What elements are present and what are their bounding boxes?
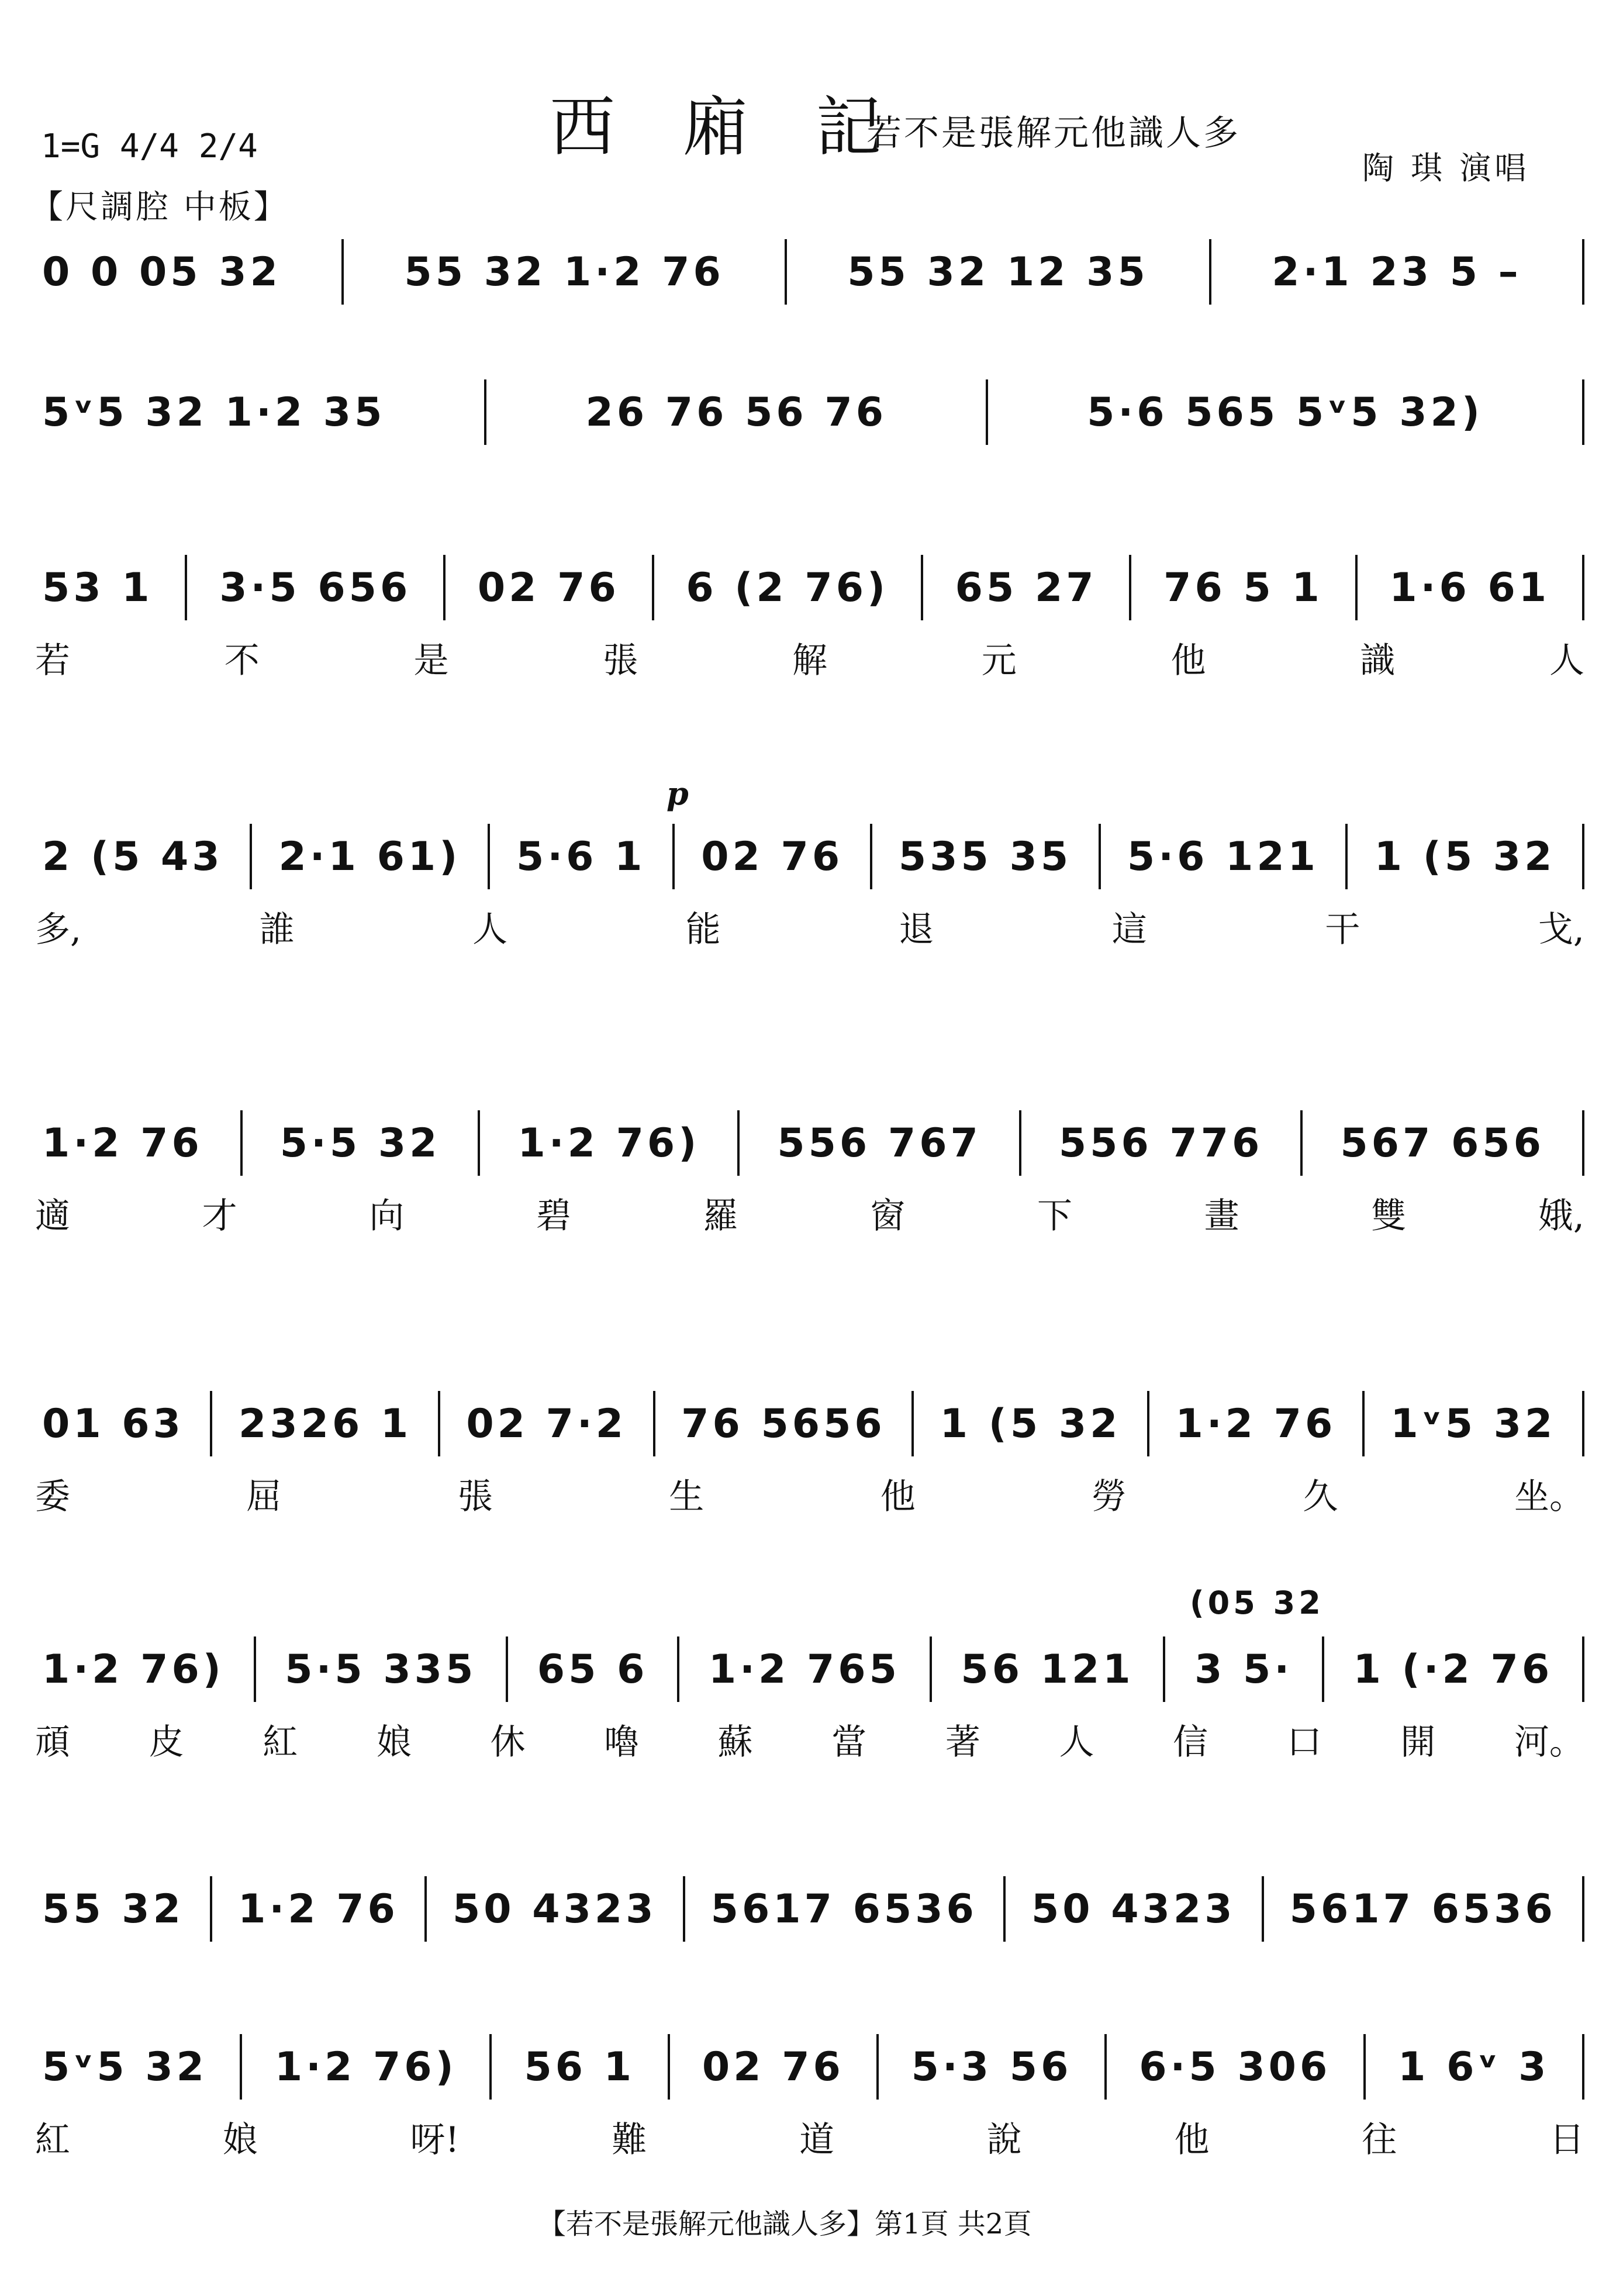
- lyric-syllable: 適: [35, 1196, 70, 1237]
- stave-3: [0, 550, 1623, 725]
- lyric-syllable: 他: [1170, 640, 1206, 681]
- measure: 6 (2 76): [686, 564, 889, 611]
- measure: 56 1: [524, 2043, 636, 2090]
- lyric-syllable: 這: [1111, 909, 1147, 950]
- measure: 1·2 76): [274, 2043, 457, 2090]
- measure: 2326 1: [239, 1400, 412, 1447]
- stave-8: [0, 1871, 1623, 2046]
- measure: 5617 6536: [1289, 1886, 1556, 1932]
- barline: [1262, 1876, 1264, 1942]
- lyrics-row: [35, 2111, 1584, 2163]
- lyric-syllable: 口: [1286, 1722, 1322, 1763]
- barline: [424, 1876, 427, 1942]
- barline: [1355, 555, 1358, 620]
- stave-9: [0, 2029, 1623, 2204]
- measure: 1·2 76): [517, 1120, 700, 1166]
- notation-row: [35, 374, 1584, 450]
- lyric-syllable: 人: [472, 909, 508, 950]
- lyric-syllable: 委: [35, 1476, 70, 1517]
- song-title: 西 廂 記: [550, 89, 905, 165]
- barline: [240, 2034, 242, 2100]
- measure: 1·2 76: [238, 1886, 399, 1932]
- barline: [1099, 824, 1101, 889]
- lyric-syllable: 能: [685, 909, 721, 950]
- barline: [1147, 1391, 1149, 1456]
- measure: 5·6 1: [516, 833, 646, 880]
- lyric-syllable: 誰: [259, 909, 295, 950]
- lyric-syllable: 窗: [870, 1196, 906, 1237]
- lyric-syllable: 戈,: [1538, 909, 1584, 950]
- measure: 1 (5 32: [1374, 833, 1556, 880]
- dynamic-marking: p: [667, 775, 689, 812]
- barline: [210, 1876, 212, 1942]
- lyric-syllable: 識: [1360, 640, 1396, 681]
- measure: 5ᵛ5 32: [42, 2043, 208, 2090]
- barline: [930, 1636, 932, 1702]
- performer-credit: 陶 琪 演唱: [1362, 150, 1530, 187]
- barline: [250, 824, 252, 889]
- lyric-syllable: 才: [202, 1196, 237, 1237]
- barline: [1582, 2034, 1584, 2100]
- measure: 26 76 56 76: [585, 389, 888, 436]
- measure: 65 27: [955, 564, 1097, 611]
- lyric-syllable: 頑: [35, 1722, 70, 1763]
- lyric-syllable: 解: [792, 640, 827, 681]
- barline: [478, 1110, 480, 1176]
- lyric-syllable: 他: [1174, 2119, 1210, 2160]
- ossia-notation: (05 32: [1190, 1584, 1324, 1621]
- lyric-syllable: 人: [1549, 640, 1584, 681]
- measure: 50 4323: [1031, 1886, 1236, 1932]
- lyric-syllable: 紅: [35, 2119, 70, 2160]
- lyric-syllable: 向: [369, 1196, 405, 1237]
- tempo-mark: 【尺調腔 中板】: [30, 188, 289, 226]
- lyric-syllable: 當: [831, 1722, 867, 1763]
- measure: 5·5 32: [279, 1120, 441, 1166]
- barline: [677, 1636, 679, 1702]
- measure: 02 76: [702, 2043, 844, 2090]
- barline: [1582, 555, 1584, 620]
- lyrics-row: [35, 1187, 1584, 1240]
- measure: 1·2 765: [708, 1646, 900, 1693]
- lyric-syllable: 人: [1059, 1722, 1094, 1763]
- lyric-syllable: 娘: [376, 1722, 412, 1763]
- lyric-syllable: 難: [612, 2119, 647, 2160]
- lyric-syllable: 張: [457, 1476, 493, 1517]
- barline: [1582, 824, 1584, 889]
- barline: [185, 555, 187, 620]
- measure: 556 767: [777, 1120, 982, 1166]
- lyric-syllable: 信: [1173, 1722, 1208, 1763]
- lyrics-row: [35, 1468, 1584, 1520]
- lyric-syllable: 娘: [222, 2119, 258, 2160]
- measure: 55 32 1·2 76: [404, 248, 724, 295]
- lyrics-row: [35, 631, 1584, 684]
- lyric-syllable: 羅: [703, 1196, 738, 1237]
- barline: [1345, 824, 1348, 889]
- measure: 1ᵛ5 32: [1390, 1400, 1556, 1447]
- stave-5: [0, 1105, 1623, 1280]
- notation-row: [35, 819, 1584, 895]
- lyric-syllable: 著: [945, 1722, 980, 1763]
- measure: 535 35: [898, 833, 1072, 880]
- measure: 02 76: [477, 564, 620, 611]
- notation-row: [35, 1386, 1584, 1462]
- barline: [1582, 1391, 1584, 1456]
- notation-row: [35, 234, 1584, 310]
- barline: [484, 379, 486, 445]
- barline: [1322, 1636, 1324, 1702]
- barline: [683, 1876, 685, 1942]
- barline: [1104, 2034, 1107, 2100]
- lyric-syllable: 開: [1400, 1722, 1436, 1763]
- measure: 2·1 61): [278, 833, 461, 880]
- barline: [672, 824, 675, 889]
- lyric-syllable: 雙: [1371, 1196, 1407, 1237]
- measure: 0 0 05 32: [42, 248, 281, 295]
- notation-row: [35, 550, 1584, 626]
- notation-row: [35, 2029, 1584, 2105]
- lyrics-row: [35, 1713, 1584, 1766]
- measure: 50 4323: [452, 1886, 657, 1932]
- measure: 6·5 306: [1139, 2043, 1331, 2090]
- lyric-syllable: 屈: [246, 1476, 282, 1517]
- barline: [1582, 1876, 1584, 1942]
- barline: [1582, 239, 1584, 305]
- barline: [341, 239, 344, 305]
- measure: 76 5 1: [1163, 564, 1323, 611]
- barline: [921, 555, 923, 620]
- measure: 1·2 76: [42, 1120, 203, 1166]
- measure: 1 6ᵛ 3: [1398, 2043, 1550, 2090]
- lyric-syllable: 生: [669, 1476, 705, 1517]
- measure: 02 7·2: [466, 1400, 627, 1447]
- lyric-syllable: 若: [35, 640, 70, 681]
- notation-row: [35, 1871, 1584, 1947]
- lyric-syllable: 坐。: [1514, 1476, 1584, 1517]
- lyric-syllable: 嚕: [604, 1722, 640, 1763]
- lyric-syllable: 娥,: [1538, 1196, 1584, 1237]
- barline: [488, 824, 490, 889]
- measure: 5·5 335: [285, 1646, 477, 1693]
- barline: [785, 239, 787, 305]
- song-subtitle: 若不是張解元他識人多: [866, 113, 1241, 154]
- lyric-syllable: 下: [1037, 1196, 1072, 1237]
- measure: 2·1 23 5 –: [1272, 248, 1522, 295]
- lyric-syllable: 多,: [35, 909, 82, 950]
- stave-4: [0, 775, 1623, 994]
- lyric-syllable: 紅: [263, 1722, 298, 1763]
- measure: 567 656: [1340, 1120, 1545, 1166]
- barline: [737, 1110, 740, 1176]
- barline: [1129, 555, 1131, 620]
- lyric-syllable: 他: [880, 1476, 916, 1517]
- barline: [1582, 1110, 1584, 1176]
- page-footer: 【若不是張解元他識人多】第1頁 共2頁: [538, 2208, 1032, 2240]
- measure: 3·5 656: [219, 564, 412, 611]
- lyric-syllable: 呀!: [410, 2119, 460, 2160]
- lyric-syllable: 往: [1362, 2119, 1397, 2160]
- barline: [438, 1391, 440, 1456]
- measure: 1 (5 32: [940, 1400, 1121, 1447]
- barline: [1019, 1110, 1021, 1176]
- barline: [506, 1636, 508, 1702]
- barline: [876, 2034, 879, 2100]
- lyric-syllable: 張: [603, 640, 638, 681]
- lyric-syllable: 休: [490, 1722, 526, 1763]
- measure: 5·3 56: [911, 2043, 1072, 2090]
- lyric-syllable: 元: [981, 640, 1017, 681]
- measure: 3 5·: [1194, 1646, 1293, 1693]
- barline: [1163, 1636, 1165, 1702]
- barline: [1582, 1636, 1584, 1702]
- barline: [652, 555, 654, 620]
- notation-row: [35, 1105, 1584, 1181]
- measure: 5·6 121: [1127, 833, 1319, 880]
- measure: 1·2 76): [42, 1646, 225, 1693]
- lyric-syllable: 蘇: [717, 1722, 753, 1763]
- barline: [1363, 2034, 1366, 2100]
- barline: [911, 1391, 914, 1456]
- measure: 01 63: [42, 1400, 184, 1447]
- lyric-syllable: 退: [899, 909, 934, 950]
- measure: 5ᵛ5 32 1·2 35: [42, 389, 386, 436]
- barline: [870, 824, 872, 889]
- barline: [1362, 1391, 1365, 1456]
- measure: 1·2 76: [1175, 1400, 1337, 1447]
- barline: [653, 1391, 655, 1456]
- barline: [986, 379, 988, 445]
- barline: [210, 1391, 212, 1456]
- barline: [443, 555, 446, 620]
- measure: 5·6 565 5ᵛ5 32): [1087, 389, 1483, 436]
- measure: 53 1: [42, 564, 153, 611]
- lyric-syllable: 不: [224, 640, 260, 681]
- measure: 76 5656: [681, 1400, 886, 1447]
- measure: 55 32: [42, 1886, 184, 1932]
- barline: [1003, 1876, 1006, 1942]
- measure: 1 (·2 76: [1353, 1646, 1553, 1693]
- lyrics-row: [35, 900, 1584, 953]
- stave-7: [0, 1584, 1623, 1807]
- measure: 2 (5 43: [42, 833, 223, 880]
- measure: 5617 6536: [710, 1886, 978, 1932]
- lyric-syllable: 說: [986, 2119, 1022, 2160]
- measure: 65 6: [537, 1646, 648, 1693]
- lyric-syllable: 碧: [536, 1196, 571, 1237]
- barline: [489, 2034, 492, 2100]
- lyric-syllable: 河。: [1514, 1722, 1584, 1763]
- barline: [1300, 1110, 1303, 1176]
- measure: 55 32 12 35: [847, 248, 1149, 295]
- lyric-syllable: 干: [1325, 909, 1360, 950]
- notation-row: [35, 1631, 1584, 1707]
- lyric-syllable: 日: [1549, 2119, 1584, 2160]
- lyric-syllable: 是: [413, 640, 449, 681]
- barline: [668, 2034, 670, 2100]
- barline: [1209, 239, 1211, 305]
- lyric-syllable: 勞: [1092, 1476, 1127, 1517]
- barline: [1582, 379, 1584, 445]
- barline: [254, 1636, 256, 1702]
- stave-6: [0, 1386, 1623, 1561]
- lyric-syllable: 道: [799, 2119, 835, 2160]
- measure: 1·6 61: [1389, 564, 1551, 611]
- measure: 02 76: [701, 833, 844, 880]
- measure: 556 776: [1058, 1120, 1263, 1166]
- stave-2: [0, 374, 1623, 550]
- lyric-syllable: 久: [1303, 1476, 1338, 1517]
- barline: [240, 1110, 243, 1176]
- lyric-syllable: 皮: [149, 1722, 184, 1763]
- measure: 56 121: [961, 1646, 1134, 1693]
- lyric-syllable: 畫: [1204, 1196, 1239, 1237]
- key-signature: 1=G 4/4 2/4: [41, 127, 258, 165]
